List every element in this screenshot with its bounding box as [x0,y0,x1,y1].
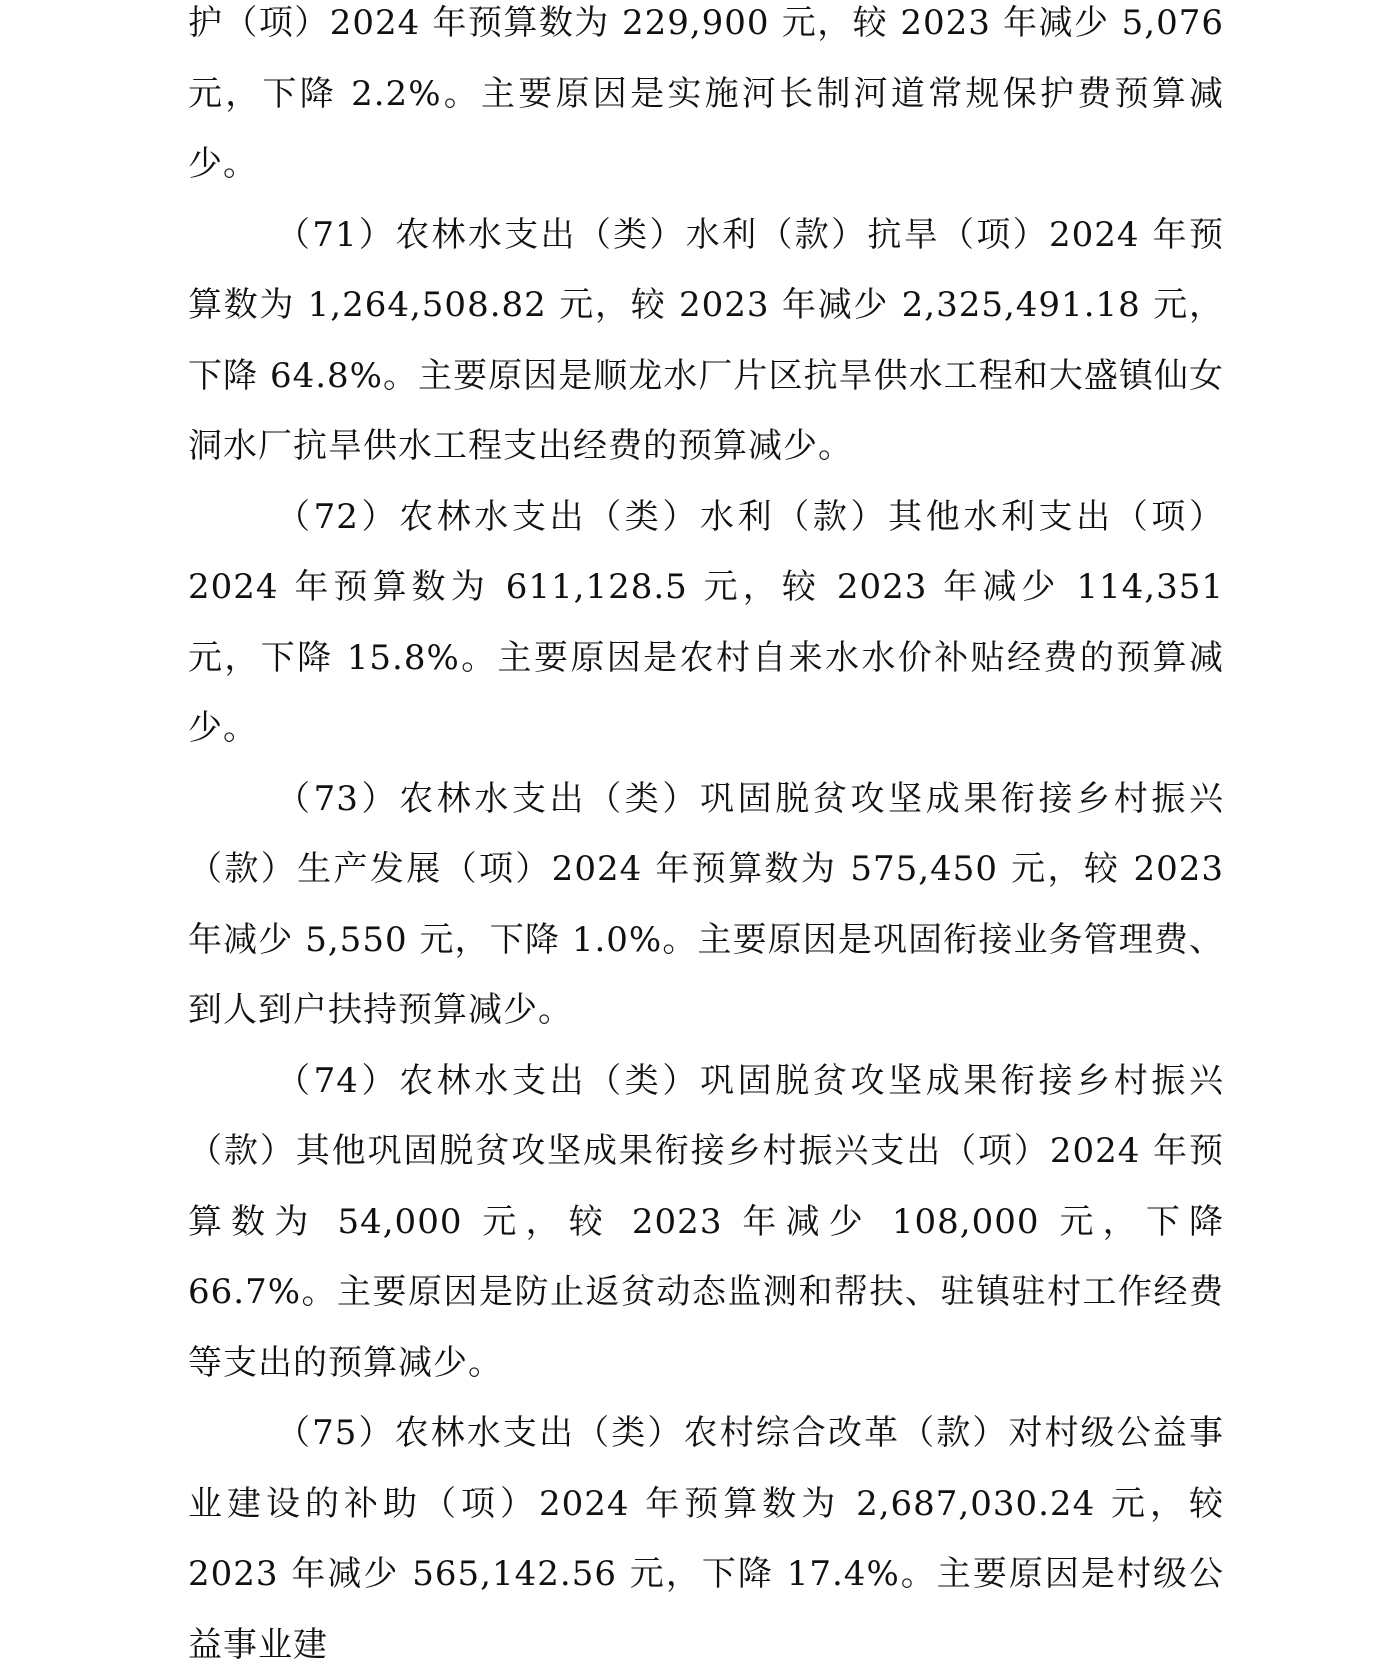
paragraph-71: （71）农林水支出（类）水利（款）抗旱（项）2024 年预算数为 1,264,508.82 元，较 2023 年减少 2,325,491.18 元，下降 64.8%。主要原因是顺龙水厂片区抗旱供水工程和大盛镇仙女洞水厂抗旱供水工程支出经费的预算减少。 [188,214,1224,466]
paragraph-70-continued: 护（项）2024 年预算数为 229,900 元，较 2023 年减少 5,076 元，下降 2.2%。主要原因是实施河长制河道常规保护费预算减少。 [188,3,1224,184]
paragraph-72: （72）农林水支出（类）水利（款）其他水利支出（项）2024 年预算数为 611,128.5 元，较 2023 年减少 114,351 元，下降 15.8%。主要原因是农村自来水水价补贴经费的预算减少。 [188,496,1224,748]
paragraph-73: （73）农林水支出（类）巩固脱贫攻坚成果衔接乡村振兴（款）生产发展（项）2024 年预算数为 575,450 元，较 2023 年减少 5,550 元，下降 1.0%。主要原因是巩固衔接业务管理费、到人到户扶持预算减少。 [188,778,1224,1030]
paragraph-75: （75）农林水支出（类）农村综合改革（款）对村级公益事业建设的补助（项）2024 年预算数为 2,687,030.24 元，较 2023 年减少 565,142.56 元，下降 17.4%。主要原因是村级公益事业建 [188,1413,1224,1665]
paragraph-74: （74）农林水支出（类）巩固脱贫攻坚成果衔接乡村振兴（款）其他巩固脱贫攻坚成果衔接乡村振兴支出（项）2024 年预算数为 54,000 元，较 2023 年减少 108,000 元，下降 66.7%。主要原因是防止返贫动态监测和帮扶、驻镇驻村工作经费等支出的预算减少。 [188,1060,1224,1383]
document-body [188,0,1224,1680]
